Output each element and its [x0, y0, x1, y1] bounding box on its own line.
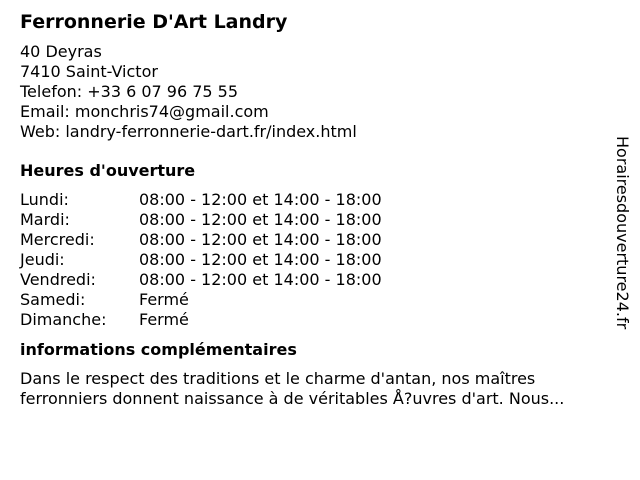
opening-hours-heading: Heures d'ouverture	[20, 161, 196, 180]
hours-time: Fermé	[139, 290, 189, 309]
hours-day: Mercredi:	[20, 230, 95, 249]
hours-day: Mardi:	[20, 210, 70, 229]
hours-day: Jeudi:	[20, 250, 65, 269]
site-watermark: Horairesdouverture24.fr	[613, 136, 632, 330]
hours-time: 08:00 - 12:00 et 14:00 - 18:00	[139, 210, 382, 229]
hours-row-sunday	[20, 310, 610, 330]
hours-day: Dimanche:	[20, 310, 107, 329]
hours-row-wednesday	[20, 230, 610, 250]
hours-row-tuesday	[20, 210, 610, 230]
business-name: Ferronnerie D'Art Landry	[20, 11, 288, 33]
business-card	[20, 8, 610, 409]
additional-info-text: Dans le respect des traditions et le charme d'antan, nos maîtres ferronniers donnent naissance à de véritables Å?uvres d'art. Nous...	[20, 369, 565, 408]
hours-row-monday	[20, 190, 610, 210]
hours-time: 08:00 - 12:00 et 14:00 - 18:00	[139, 190, 382, 209]
address-city: 7410 Saint-Victor	[20, 62, 158, 81]
hours-time: 08:00 - 12:00 et 14:00 - 18:00	[139, 230, 382, 249]
hours-time: 08:00 - 12:00 et 14:00 - 18:00	[139, 250, 382, 269]
email-line: Email: monchris74@gmail.com	[20, 102, 269, 121]
phone-line: Telefon: +33 6 07 96 75 55	[20, 82, 239, 101]
address-street: 40 Deyras	[20, 42, 102, 61]
hours-row-saturday	[20, 290, 610, 310]
hours-row-thursday	[20, 250, 610, 270]
hours-time: Fermé	[139, 310, 189, 329]
hours-day: Vendredi:	[20, 270, 96, 289]
hours-time: 08:00 - 12:00 et 14:00 - 18:00	[139, 270, 382, 289]
web-line: Web: landry-ferronnerie-dart.fr/index.html	[20, 122, 357, 141]
hours-day: Lundi:	[20, 190, 69, 209]
hours-row-friday	[20, 270, 610, 290]
hours-day: Samedi:	[20, 290, 86, 309]
additional-info-heading: informations complémentaires	[20, 340, 297, 359]
opening-hours-table	[20, 190, 610, 330]
